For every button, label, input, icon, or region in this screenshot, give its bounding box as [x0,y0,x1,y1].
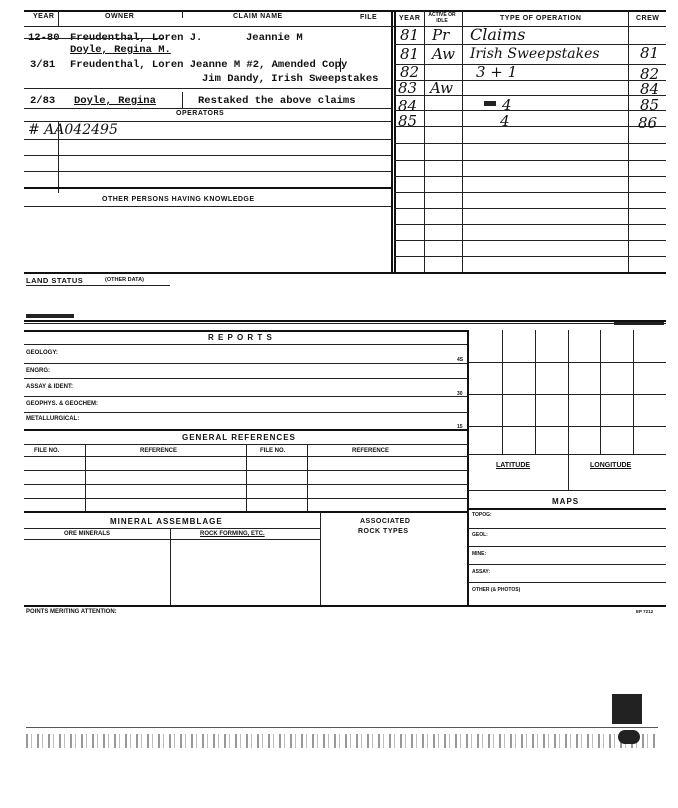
header-active-idle: ACTIVE OR IDLE [428,12,456,24]
rock-types-label: ROCK TYPES [358,528,409,535]
activity-status: Aw [430,79,453,97]
activity-year: 84 [398,97,418,115]
header-crew: CREW [636,15,660,22]
map-topog: TOPOG: [472,512,492,518]
points-meriting-attention-label: POINTS MERITING ATTENTION: [26,609,117,615]
report-assay-num: 30 [457,391,463,397]
ref-col-reference: REFERENCE [140,448,178,454]
claim-owner: Freudenthal, Loren Jeanne M #2, Amended Copy [70,59,348,71]
mineral-title: MINERAL ASSEMBLAGE [110,517,223,526]
report-geology: GEOLOGY: [26,350,58,356]
scan-artifact [612,694,642,724]
activity-crew: 82 [640,65,660,83]
header-year-2: YEAR [399,15,421,22]
latitude-label: LATITUDE [496,462,531,469]
activity-year: 82 [400,63,420,81]
report-geology-num: 4S [457,357,464,363]
scan-artifact [618,730,640,744]
mineral-col-ore: ORE MINERALS [64,531,111,537]
activity-operation: Claims [470,25,526,44]
activity-operation: Irish Sweepstakes [470,46,600,62]
activity-crew: 85 [640,96,660,114]
map-mine: MINE: [472,551,487,557]
claim-owner: Doyle, Regina [74,95,156,107]
activity-year: 85 [398,112,418,130]
form-number: EP 7212 [636,609,654,614]
claim-year: 2/83 [30,95,56,107]
activity-operation: 3 + 1 [476,63,518,81]
claim-year: 3/81 [30,59,56,71]
activity-year: 81 [400,45,420,63]
maps-title: MAPS [552,497,580,506]
general-references-title: GENERAL REFERENCES [182,433,296,442]
scan-artifact [26,734,656,748]
ref-col-file-no-2: FILE NO. [260,448,286,454]
activity-year: 81 [400,26,420,44]
claim-name: Restaked the above claims [198,95,356,107]
header-type-of-operation: TYPE OF OPERATION [500,15,582,22]
claim-name: Jeannie M [246,32,303,44]
claim-year: 12-80 [28,32,60,44]
activity-crew: 86 [638,114,658,132]
activity-operation: 4 [502,96,512,114]
map-other: OTHER (& PHOTOS) [472,587,521,593]
reports-title: R E P O R T S [208,333,273,342]
activity-year: 83 [398,79,418,97]
report-geophys: GEOPHYS. & GEOCHEM: [26,401,99,407]
scan-artifact [26,727,658,728]
claim-name: Jim Dandy, Irish Sweepstakes [202,73,379,85]
map-assay: ASSAY: [472,569,491,575]
header-year: YEAR [33,13,55,20]
activity-crew: 81 [640,44,660,62]
operators-label: OPERATORS [176,110,225,117]
other-persons-label: OTHER PERSONS HAVING KNOWLEDGE [102,196,255,203]
associated-label: ASSOCIATED [360,518,411,525]
report-metallurgical-num: 15 [457,424,463,430]
activity-status: Aw [432,45,455,63]
report-assay: ASSAY & IDENT: [26,384,74,390]
claim-owner: Doyle, Regina M. [70,44,171,56]
report-metallurgical: METALLURGICAL: [26,416,80,422]
operators-entry: # AA042495 [28,122,118,138]
report-engrg: ENGRG: [26,368,50,374]
header-claim-name: CLAIM NAME [233,13,283,20]
activity-crew: 84 [640,80,660,98]
land-status-label: LAND STATUS [26,276,84,285]
claim-owner: Freudenthal, Loren J. [70,32,203,44]
longitude-label: LONGITUDE [590,462,632,469]
header-owner: OWNER [105,13,135,20]
ref-col-reference-2: REFERENCE [352,448,390,454]
land-status-sub: (OTHER DATA) [105,277,144,283]
header-file: FILE [360,14,378,21]
mineral-col-rock-forming: ROCK FORMING, ETC. [200,531,265,537]
map-geol: GEOL: [472,532,488,538]
activity-operation: 4 [500,112,510,130]
activity-status: Pr [432,26,450,44]
ref-col-file-no: FILE NO. [34,448,60,454]
